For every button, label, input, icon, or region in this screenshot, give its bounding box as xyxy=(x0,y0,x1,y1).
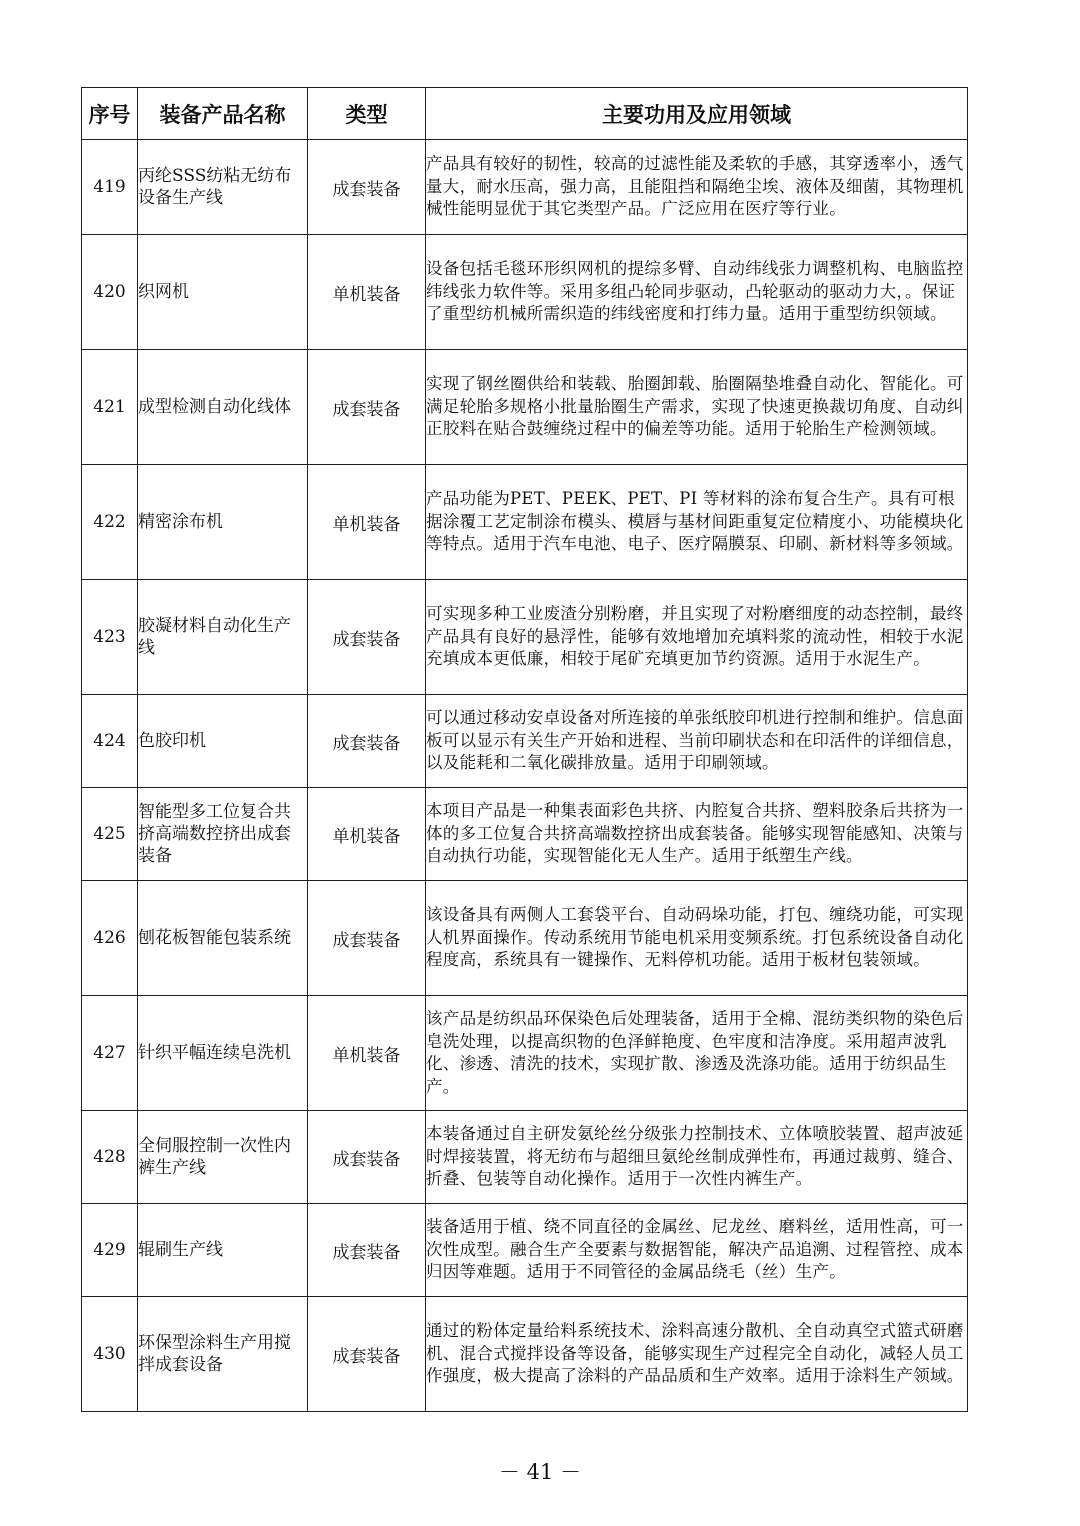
table-header-row xyxy=(82,88,968,140)
product-description: 通过的粉体定量给料系统技术、涂料高速分散机、全自动真空式篮式研磨机、混合式搅拌设备等设备，能够实现生产过程完全自动化，减轻人员工作强度，极大提高了涂料的产品品质和生产效率。适用于涂料生产领域。 xyxy=(426,1297,968,1412)
table-row xyxy=(82,788,968,881)
row-number: 427 xyxy=(82,996,138,1111)
row-number: 420 xyxy=(82,235,138,350)
product-type: 单机装备 xyxy=(308,465,426,580)
product-description: 可实现多种工业废渣分别粉磨，并且实现了对粉磨细度的动态控制，最终产品具有良好的悬浮性，能够有效地增加充填料浆的流动性，相较于水泥充填成本更低廉，相较于尾矿充填更加节约资源。适用于水泥生产。 xyxy=(426,580,968,695)
product-name: 智能型多工位复合共挤高端数控挤出成套装备 xyxy=(138,788,308,881)
table-row xyxy=(82,235,968,350)
product-type: 成套装备 xyxy=(308,1111,426,1204)
row-number: 428 xyxy=(82,1111,138,1204)
product-type: 成套装备 xyxy=(308,881,426,996)
product-description: 产品具有较好的韧性，较高的过滤性能及柔软的手感，其穿透率小，透气量大，耐水压高，强力高，且能阻挡和隔绝尘埃、液体及细菌，其物理机械性能明显优于其它类型产品。广泛应用在医疗等行业。 xyxy=(426,140,968,235)
table-row xyxy=(82,1111,968,1204)
product-description: 该设备具有两侧人工套袋平台、自动码垛功能，打包、缠绕功能，可实现人机界面操作。传动系统用节能电机采用变频系统。打包系统设备自动化程度高，系统具有一键操作、无料停机功能。适用于板材包装领域。 xyxy=(426,881,968,996)
page-number: － 41 － xyxy=(498,1460,582,1484)
table-row xyxy=(82,580,968,695)
table-row xyxy=(82,881,968,996)
table-row xyxy=(82,695,968,788)
product-name: 织网机 xyxy=(138,235,308,350)
header-type: 类型 xyxy=(308,88,426,140)
row-number: 425 xyxy=(82,788,138,881)
product-type: 成套装备 xyxy=(308,1297,426,1412)
product-description: 本项目产品是一种集表面彩色共挤、内腔复合共挤、塑料胶条后共挤为一体的多工位复合共挤高端数控挤出成套装备。能够实现智能感知、决策与自动执行功能，实现智能化无人生产。适用于纸塑生产线。 xyxy=(426,788,968,881)
row-number: 419 xyxy=(82,140,138,235)
product-description: 装备适用于植、绕不同直径的金属丝、尼龙丝、磨料丝，适用性高，可一次性成型。融合生产全要素与数据智能，解决产品追溯、过程管控、成本归因等难题。适用于不同管径的金属品绕毛（丝）生产。 xyxy=(426,1204,968,1297)
product-description: 本装备通过自主研发氨纶丝分级张力控制技术、立体喷胶装置、超声波延时焊接装置，将无纺布与超细旦氨纶丝制成弹性布，再通过裁剪、缝合、折叠、包装等自动化操作。适用于一次性内裤生产。 xyxy=(426,1111,968,1204)
row-number: 423 xyxy=(82,580,138,695)
product-name: 针织平幅连续皂洗机 xyxy=(138,996,308,1111)
product-type: 单机装备 xyxy=(308,996,426,1111)
equipment-table xyxy=(81,87,968,1412)
row-number: 430 xyxy=(82,1297,138,1412)
product-type: 成套装备 xyxy=(308,580,426,695)
product-description: 实现了钢丝圈供给和装载、胎圈卸载、胎圈隔垫堆叠自动化、智能化。可满足轮胎多规格小批量胎圈生产需求，实现了快速更换裁切角度、自动纠正胶料在贴合鼓缠绕过程中的偏差等功能。适用于轮胎生产检测领域。 xyxy=(426,350,968,465)
row-number: 429 xyxy=(82,1204,138,1297)
product-type: 单机装备 xyxy=(308,788,426,881)
product-name: 辊刷生产线 xyxy=(138,1204,308,1297)
product-name: 全伺服控制一次性内裤生产线 xyxy=(138,1111,308,1204)
table-row xyxy=(82,996,968,1111)
product-name: 丙纶SSS纺粘无纺布设备生产线 xyxy=(138,140,308,235)
product-type: 成套装备 xyxy=(308,140,426,235)
product-description: 产品功能为PET、PEEK、PET、PI 等材料的涂布复合生产。具有可根据涂覆工艺定制涂布模头、模唇与基材间距重复定位精度小、功能模块化等特点。适用于汽车电池、电子、医疗隔膜泵、印刷、新材料等多领域。 xyxy=(426,465,968,580)
product-description: 设备包括毛毯环形织网机的提综多臂、自动纬线张力调整机构、电脑监控纬线张力软件等。采用多组凸轮同步驱动，凸轮驱动的驱动力大，。保证了重型纺机械所需织造的纬线密度和打纬力量。适用于重型纺织领域。 xyxy=(426,235,968,350)
product-name: 色胶印机 xyxy=(138,695,308,788)
product-type: 成套装备 xyxy=(308,695,426,788)
product-name: 精密涂布机 xyxy=(138,465,308,580)
product-type: 单机装备 xyxy=(308,235,426,350)
product-name: 环保型涂料生产用搅拌成套设备 xyxy=(138,1297,308,1412)
header-serial-number: 序号 xyxy=(82,88,138,140)
product-description: 该产品是纺织品环保染色后处理装备，适用于全棉、混纺类织物的染色后皂洗处理，以提高织物的色泽鲜艳度、色牢度和洁净度。采用超声波乳化、渗透、清洗的技术，实现扩散、渗透及洗涤功能。适用于纺织品生产。 xyxy=(426,996,968,1111)
product-name: 成型检测自动化线体 xyxy=(138,350,308,465)
table-row xyxy=(82,350,968,465)
row-number: 421 xyxy=(82,350,138,465)
product-type: 成套装备 xyxy=(308,350,426,465)
table-row xyxy=(82,1297,968,1412)
header-function-application: 主要功用及应用领域 xyxy=(426,88,968,140)
header-product-name: 装备产品名称 xyxy=(138,88,308,140)
row-number: 422 xyxy=(82,465,138,580)
table-row xyxy=(82,465,968,580)
product-name: 刨花板智能包装系统 xyxy=(138,881,308,996)
table-row xyxy=(82,1204,968,1297)
row-number: 424 xyxy=(82,695,138,788)
product-description: 可以通过移动安卓设备对所连接的单张纸胶印机进行控制和维护。信息面板可以显示有关生产开始和进程、当前印刷状态和在印活件的详细信息，以及能耗和二氧化碳排放量。适用于印刷领域。 xyxy=(426,695,968,788)
row-number: 426 xyxy=(82,881,138,996)
product-type: 成套装备 xyxy=(308,1204,426,1297)
table-row xyxy=(82,140,968,235)
product-name: 胶凝材料自动化生产线 xyxy=(138,580,308,695)
